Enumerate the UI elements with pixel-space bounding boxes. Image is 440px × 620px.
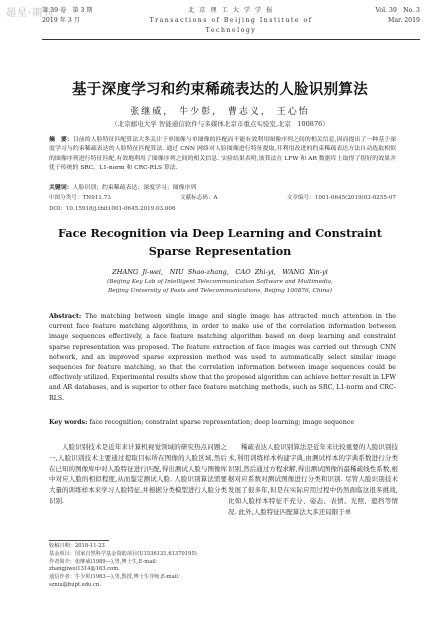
affiliation-en bbox=[0, 278, 440, 296]
clc-number: 中图分类号：TN911.73 bbox=[49, 195, 111, 201]
affiliation-cn: （北京邮电大学 智能通信软件与多媒体北京市重点实验室,北京 100876） bbox=[111, 120, 329, 128]
title-line-1: Face Recognition via Deep Learning and Constraint bbox=[58, 226, 382, 240]
corresponding-author: 通信作者：牛少彰(1963—),男,教授,博士生导师,E-mail：szniu@bupt.edu.cn. bbox=[49, 574, 184, 588]
intro-paragraph-1: 人脸识别技术是近年来计算机视觉领域的研究热点问题之一,人脸识别技术主要通过提取目标所在图像的人脸区域,然后在已知的图像库中对人脸特征进行匹配,得出测试人脸与图像库中对应人脸的相似程度,从而鉴定测试人脸. 人脸识别算法需要大量的训练样本来学习人脸特征,并根据分类模型进行人脸分类识别. bbox=[49, 443, 227, 505]
keywords-cn bbox=[49, 182, 396, 191]
abstract-label-en: Abstract: bbox=[49, 313, 82, 320]
footnotes bbox=[49, 543, 227, 590]
doi[interactable]: DOI：10.15918/j.tbit1001-0645.2019.03.006 bbox=[49, 206, 176, 212]
body-column-left bbox=[49, 442, 227, 507]
abstract-label-cn: 摘 要： bbox=[49, 136, 73, 143]
paper-title-en bbox=[0, 224, 440, 260]
keywords-label-en: Key words: bbox=[49, 419, 88, 426]
keywords-text-cn: 人脸识别；约束稀疏表达；深度学习；图像序列 bbox=[72, 185, 197, 191]
body-column-right bbox=[228, 442, 398, 518]
authors-en: ZHANG Ji-wei, NIU Shao-zhang, CAO Zhi-yi, WANG Xin-yi bbox=[112, 268, 328, 276]
abstract-text-en: The matching between single image and single image has attracted much attention in the current face feature matching algorithms, in order to make use of the correlation information between image sequences effectively, a face feature matching algorithm based on deep learning and constraint sparse representation was proposed. The feature extraction of face images was carried out through CNN network, and an improved sparse expression method was used to automatically select similar image sequences for feature matching, so that the correlation information between image sequences could be effectively utilized. Experimental results show that the proposed algorithm can achieve better result in LFW and AR databases, and is superior to other face feature matching methods, such as SRC, L1-norm and CRC-RLS. bbox=[49, 313, 396, 402]
abstract-en bbox=[49, 312, 396, 404]
footnote-rule bbox=[49, 540, 109, 541]
header-rule bbox=[42, 39, 420, 40]
journal-name-cn: 北 京 理 工 大 学 学 报 bbox=[188, 7, 274, 14]
fund-info: 基金项目：国家自然科学基金资助项目(U1536121,61370195) bbox=[49, 550, 197, 557]
volume-issue: 第 39 卷 第 3 期 bbox=[42, 7, 93, 14]
affiliation-line-2: Beijing University of Posts and Telecommunications, Beijing 100876, China) bbox=[108, 288, 332, 294]
document-code: 文献标志码：A bbox=[179, 195, 218, 201]
issue-date-en: Mar. 2019 bbox=[388, 17, 420, 24]
abstract-text-cn: 目前的人脸特征匹配算法大多关注于单图像与单图像的匹配而不能有效利用图像序列之间的相关信息,因而提出了一种基于深度学习与约束稀疏表达的人脸特征匹配算法. 通过 CNN 网络对人脸图像进行特征提取,并利用改进的约束稀疏表达方法自动选取相似的图像序列进行特征匹配,有效地利用了图像序列之间的相关信息. 实验结果表明,该算法在 LFW 和 AR 数据库上取得了很好的效果并优于传统的 SRC、L1-norm 和 CRC-RLS 算法. bbox=[49, 137, 397, 171]
article-number: 文章编号：1001-0645(2019)03-0255-07 bbox=[286, 195, 396, 201]
journal-name-en: Transactions of Beijing Institute of Technology bbox=[149, 17, 313, 34]
author-bio: 作者简介：张继威(1989—),男,博士生,E-mail：zhangjiwei1314@163.com. bbox=[49, 558, 161, 573]
intro-paragraph-2: 稀疏表达人脸识别算法是近年来比较重要的人脸识别技术,利用训练样本构建字典,由测试样本的字典系数进行分类识别,然后通过方程求解,得出测试图像的最稀疏线性系数,根据对应系数对测试图像进行分类和识别. 尽管人脸识别技术发展了很多年,但是在实际应用过程中仍然面临这很多挑战,比如人脸样本特征不充分、姿态、表情、光照、遮挡等情况. 此外,人脸特征匹配算法大多还局限于单 bbox=[228, 443, 398, 516]
volume-issue-en: Vol. 39 No. 3 bbox=[375, 7, 420, 14]
affiliation-line-1: (Beijing Key Lab of Intelligent Telecommunication Software and Multimedia, bbox=[107, 279, 333, 285]
issue-date: 2019 年 3 月 bbox=[42, 17, 80, 24]
site-logo: 超星·期刊 bbox=[6, 8, 55, 19]
authors-cn: 张继威， 牛少彰， 曹志义， 王心怡 bbox=[130, 107, 310, 117]
keywords-en bbox=[49, 418, 396, 428]
abstract-cn bbox=[49, 135, 396, 173]
keywords-label-cn: 关键词： bbox=[49, 184, 73, 191]
title-line-2: Sparse Representation bbox=[148, 244, 292, 258]
keywords-text-en: face recognition; constraint sparse representation; deep learning; image sequence bbox=[87, 419, 355, 426]
classification-row bbox=[49, 193, 396, 201]
paper-title-cn: 基于深度学习和约束稀疏表达的人脸识别算法 bbox=[72, 82, 368, 98]
received-date: 收稿日期：2018-11-23 bbox=[49, 543, 105, 549]
journal-header bbox=[42, 6, 420, 34]
